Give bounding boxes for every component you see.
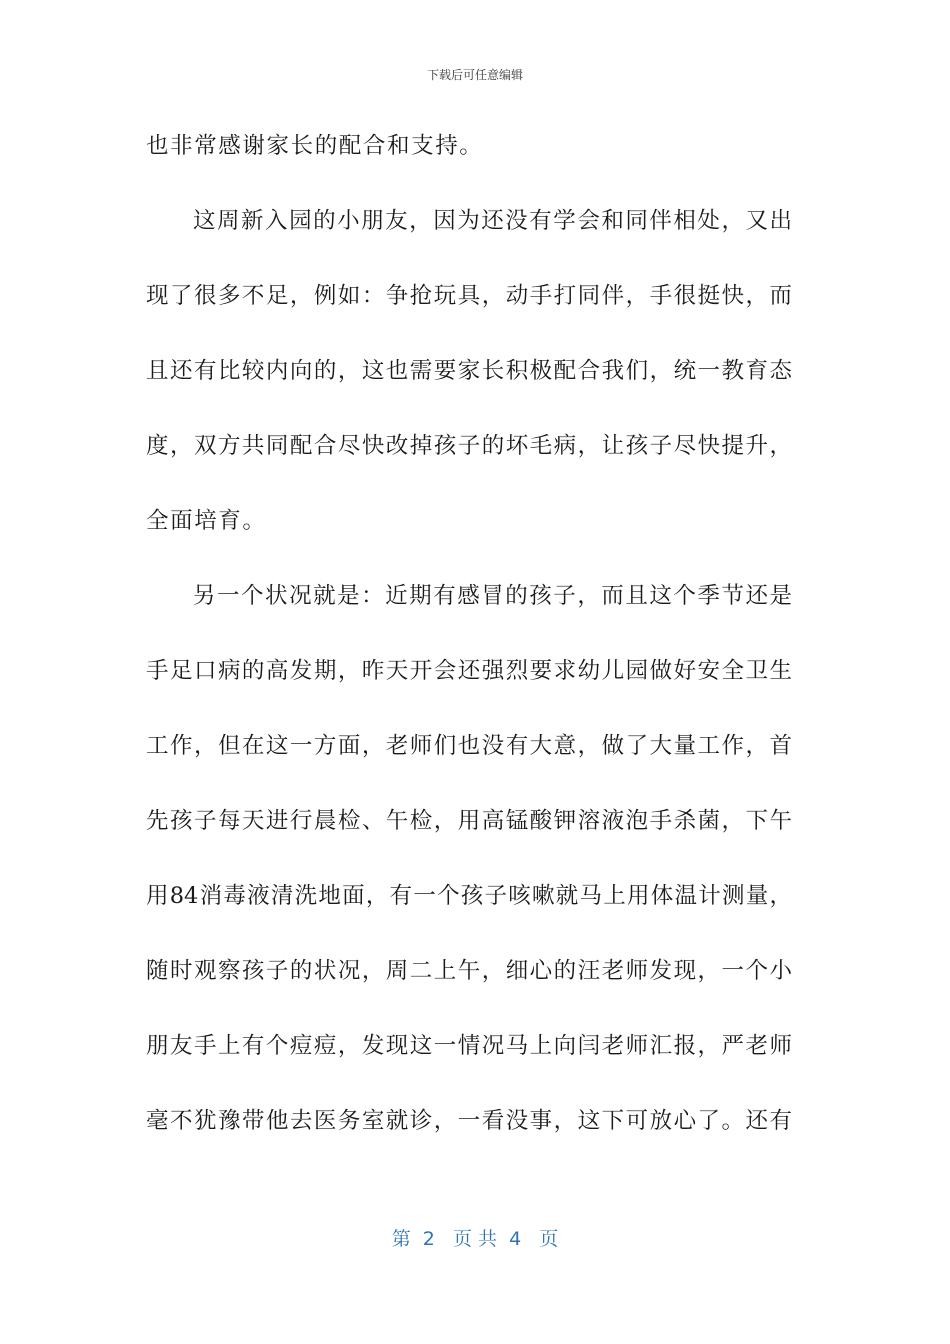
- text-line: 用84消毒液清洗地面，有一个孩子咳嗽就马上用体温计测量，: [146, 883, 792, 909]
- text-line: 也非常感谢家长的配合和支持。: [146, 133, 484, 159]
- paragraph-first-line: 另一个状况就是：近期有感冒的孩子，而且这个季节还是: [193, 583, 792, 609]
- text-line: 工作，但在这一方面，老师们也没有大意，做了大量工作，首: [146, 733, 792, 759]
- text-line: 毫不犹豫带他去医务室就诊，一看没事，这下可放心了。还有: [146, 1108, 792, 1134]
- text-line: 现了很多不足，例如：争抢玩具，动手打同伴，手很挺快，而: [146, 283, 792, 309]
- text-line: 度，双方共同配合尽快改掉孩子的坏毛病，让孩子尽快提升，: [146, 433, 792, 459]
- text-line: 全面培育。: [146, 508, 267, 534]
- text-line: 先孩子每天进行晨检、午检，用高锰酸钾溶液泡手杀菌，下午: [146, 808, 792, 834]
- text-line: 且还有比较内向的，这也需要家长积极配合我们，统一教育态: [146, 358, 792, 384]
- text-line: 随时观察孩子的状况，周二上午，细心的汪老师发现，一个小: [146, 958, 792, 984]
- page-header: 下载后可任意编辑: [426, 68, 523, 82]
- document-body: [146, 126, 792, 1176]
- text-line: 手足口病的高发期，昨天开会还强烈要求幼儿园做好安全卫生: [146, 658, 792, 684]
- text-line: 朋友手上有个痘痘，发现这一情况马上向闫老师汇报，严老师: [146, 1033, 792, 1059]
- paragraph-first-line: 这周新入园的小朋友，因为还没有学会和同伴相处，又出: [193, 208, 792, 234]
- page-number-footer: 第 2 页 共 4 页: [391, 1228, 559, 1250]
